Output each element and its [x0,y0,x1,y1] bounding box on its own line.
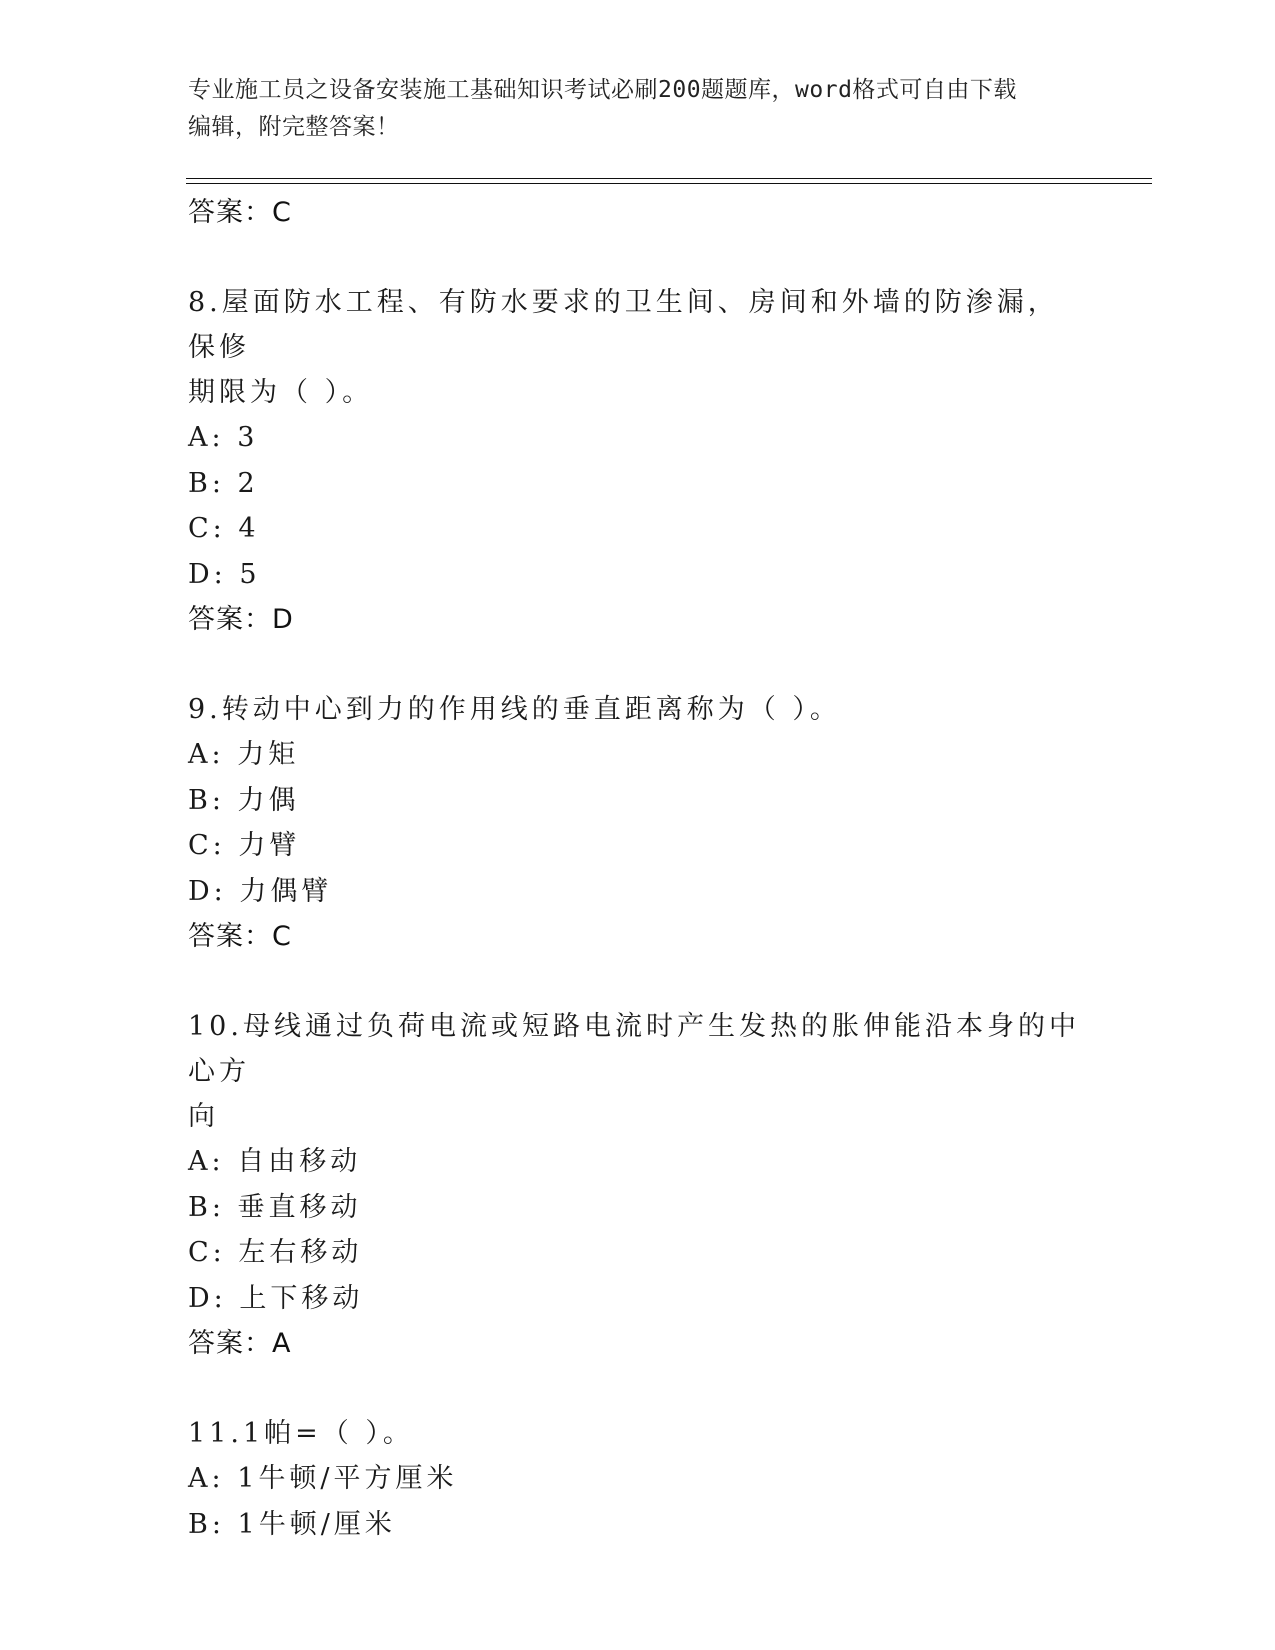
option-c [188,1230,1088,1276]
option-text: 2 [237,467,259,499]
option-label: C: [188,1237,226,1268]
answer-value: C [272,197,292,228]
answer-label: 答案： [188,197,272,228]
option-label: A: [188,1146,225,1177]
question-text-line: 8.屋面防水工程、有防水要求的卫生间、房间和外墙的防渗漏，保修 [188,287,1059,363]
option-text: 力臂 [238,830,301,861]
option-label: D: [188,558,227,590]
question-list [188,190,1088,1547]
option-label: D: [188,1282,227,1314]
question-block [188,1411,1088,1547]
option-text: 力偶 [237,784,300,816]
answer-line [188,1321,1088,1366]
option-a [188,415,1088,461]
option-a [188,1456,1088,1502]
option-d [188,869,1088,915]
document-header [188,72,1088,146]
option-text: 自由移动 [237,1146,362,1177]
answer-line [188,914,1088,959]
option-label: B: [188,467,225,499]
answer-value: D [272,604,294,635]
option-b [188,1185,1088,1231]
option-b [188,1502,1088,1548]
answer-line [188,190,1088,235]
question-text-line: 11.1帕=（ ）。 [188,1418,414,1449]
question-text-line: 10.母线通过负荷电流或短路电流时产生发热的胀伸能沿本身的中心方 [188,1011,1080,1087]
option-label: B: [188,1191,225,1223]
option-label: A: [188,739,225,770]
option-text: 5 [239,558,261,590]
option-label: A: [188,1463,225,1494]
question-text-line: 9.转动中心到力的作用线的垂直距离称为（ ）。 [188,694,841,725]
option-c [188,506,1088,552]
option-b [188,778,1088,824]
option-a [188,732,1088,778]
option-label: C: [188,830,226,861]
spacer [188,1366,1088,1411]
question-text-line: 向 [188,1101,219,1132]
option-text: 4 [238,513,260,544]
spacer [188,959,1088,1004]
question-block [188,687,1088,959]
option-label: D: [188,875,227,907]
option-text: 3 [237,422,259,453]
option-text: 左右移动 [238,1237,363,1268]
question-block [188,280,1088,642]
answer-value: A [272,1328,292,1359]
header-divider-thin [186,183,1152,184]
header-divider-thick [186,178,1152,179]
answer-line [188,597,1088,642]
question-text-line: 期限为（ ）。 [188,377,374,408]
spacer [188,235,1088,280]
answer-label: 答案： [188,604,272,635]
option-text: 上下移动 [239,1282,364,1314]
option-label: A: [188,422,225,453]
option-text: 1牛顿/厘米 [237,1508,396,1540]
option-label: C: [188,513,226,544]
option-text: 1牛顿/平方厘米 [237,1463,458,1494]
option-d [188,1276,1088,1322]
option-label: B: [188,784,225,816]
option-text: 垂直移动 [237,1191,362,1223]
option-d [188,552,1088,598]
option-text: 力矩 [237,739,300,770]
header-title-line-1: 专业施工员之设备安装施工基础知识考试必刷200题题库，word格式可自由下载 [188,77,1017,103]
option-c [188,823,1088,869]
question-block [188,1004,1088,1366]
option-label: B: [188,1508,225,1540]
option-a [188,1139,1088,1185]
option-b [188,461,1088,507]
answer-value: C [272,921,292,952]
header-title-line-2: 编辑，附完整答案！ [188,114,400,140]
answer-label: 答案： [188,921,272,952]
option-text: 力偶臂 [239,875,333,907]
answer-label: 答案： [188,1328,272,1359]
spacer [188,642,1088,687]
